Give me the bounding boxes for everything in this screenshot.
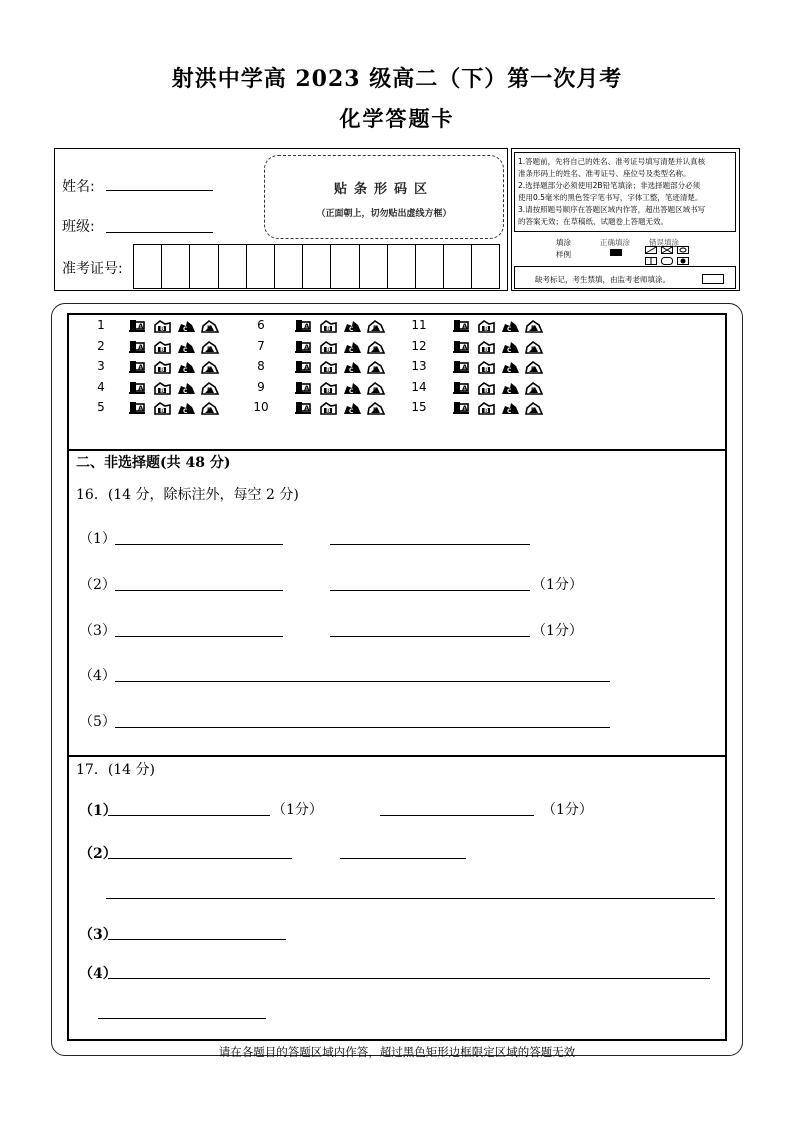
mcq-option-c-icon[interactable] — [501, 319, 521, 333]
mcq-number: 13 — [411, 359, 427, 373]
mcq-option-a-icon[interactable] — [294, 381, 314, 395]
q16-title: 16．(14 分，除标注外，每空 2 分) — [76, 487, 299, 503]
mcq-number: 8 — [257, 359, 265, 373]
mcq-option-c-icon[interactable] — [343, 381, 363, 395]
mcq-option-d-icon[interactable] — [366, 381, 386, 395]
mcq-option-d-icon[interactable] — [524, 401, 544, 415]
q17-part3-blank[interactable] — [108, 939, 286, 940]
id-cell[interactable] — [472, 244, 500, 289]
mcq-option-c-icon[interactable] — [343, 401, 363, 415]
mcq-number: 3 — [97, 359, 105, 373]
id-cell[interactable] — [444, 244, 472, 289]
class-label: 班级: — [62, 219, 95, 235]
id-cell[interactable] — [134, 244, 162, 289]
q17-part1-score-a: （1分） — [272, 802, 323, 818]
mcq-number: 5 — [97, 400, 105, 414]
mcq-option-a-icon[interactable] — [452, 360, 472, 374]
mcq-number: 2 — [97, 338, 105, 353]
mcq-option-d-icon[interactable] — [200, 340, 220, 354]
mcq-number: 11 — [411, 318, 427, 332]
q16-part4-label: （4） — [79, 668, 116, 684]
mcq-number: 6 — [257, 318, 265, 332]
mcq-option-c-icon[interactable] — [177, 360, 197, 374]
note-line: 准条形码上的姓名、准考证号、座位号及类型名称。 — [518, 169, 691, 178]
answer-area — [67, 313, 727, 1041]
id-cell[interactable] — [331, 244, 359, 289]
mcq-option-b-icon[interactable] — [477, 360, 497, 374]
id-cell[interactable] — [247, 244, 275, 289]
mcq-option-c-icon[interactable] — [177, 340, 197, 354]
mcq-option-d-icon[interactable] — [524, 319, 544, 333]
id-cell[interactable] — [219, 244, 247, 289]
mcq-option-a-icon[interactable] — [452, 381, 472, 395]
wrong-fill-oval-icon — [661, 257, 673, 265]
mcq-option-a-icon[interactable] — [452, 319, 472, 333]
mcq-option-d-icon[interactable] — [200, 319, 220, 333]
q16-part3-label: （3） — [79, 623, 116, 639]
barcode-note: （正面朝上，切勿贴出虚线方框） — [316, 209, 452, 219]
mcq-option-c-icon[interactable] — [343, 360, 363, 374]
mcq-option-c-icon[interactable] — [501, 381, 521, 395]
page-title: 射洪中学高 2023 级高二（下）第一次月考 — [171, 66, 623, 92]
mcq-option-d-icon[interactable] — [524, 381, 544, 395]
mcq-option-b-icon[interactable] — [477, 319, 497, 333]
mcq-option-a-icon[interactable] — [128, 360, 148, 374]
mcq-number: 12 — [411, 338, 427, 353]
mcq-option-d-icon[interactable] — [524, 340, 544, 354]
mcq-option-c-icon[interactable] — [177, 319, 197, 333]
wrong-fill-samples-row2 — [645, 257, 689, 265]
divider-mcq — [67, 449, 727, 451]
mcq-option-b-icon[interactable] — [153, 401, 173, 415]
q16-part1-blank-a[interactable] — [115, 544, 283, 545]
mcq-option-c-icon[interactable] — [501, 360, 521, 374]
mcq-option-b-icon[interactable] — [477, 381, 497, 395]
q17-part2-blank-a[interactable] — [108, 858, 292, 859]
mcq-option-b-icon[interactable] — [319, 360, 339, 374]
q17-part2-blank-c[interactable] — [106, 898, 715, 899]
example-label: 样例 — [556, 250, 571, 259]
mcq-option-d-icon[interactable] — [366, 319, 386, 333]
q17-part1-label: （1） — [79, 803, 117, 819]
mcq-option-d-icon[interactable] — [366, 340, 386, 354]
mcq-option-b-icon[interactable] — [477, 340, 497, 354]
mcq-number: 9 — [257, 379, 265, 394]
q16-part1-label: （1） — [79, 531, 116, 547]
wrong-fill-slash-icon — [645, 246, 657, 254]
mcq-option-c-icon[interactable] — [501, 340, 521, 354]
mcq-number: 10 — [253, 400, 269, 414]
mcq-option-b-icon[interactable] — [153, 381, 173, 395]
q16-part1-blank-b[interactable] — [330, 544, 530, 545]
mcq-option-c-icon[interactable] — [177, 381, 197, 395]
barcode-title: 贴条形码区 — [333, 182, 434, 197]
note-line: 使用0.5毫米的黑色签字笔书写，字体工整，笔迹清楚。 — [518, 193, 703, 202]
mcq-option-b-icon[interactable] — [477, 401, 497, 415]
mcq-option-c-icon[interactable] — [343, 340, 363, 354]
q16-part4-blank[interactable] — [115, 681, 610, 682]
mcq-number: 4 — [97, 379, 105, 394]
mcq-option-a-icon[interactable] — [294, 340, 314, 354]
q17-part2-blank-b[interactable] — [340, 858, 466, 859]
q16-part2-blank-a[interactable] — [115, 590, 283, 591]
q16-part5-blank[interactable] — [115, 727, 610, 728]
q17-title: 17．(14 分) — [76, 762, 156, 778]
barcode-area — [264, 155, 504, 239]
mcq-option-d-icon[interactable] — [366, 401, 386, 415]
id-cell[interactable] — [388, 244, 416, 289]
mcq-option-a-icon[interactable] — [128, 340, 148, 354]
mcq-number: 14 — [411, 379, 427, 394]
absent-mark-box — [514, 266, 736, 289]
name-field[interactable] — [106, 190, 213, 191]
id-cell[interactable] — [360, 244, 388, 289]
mcq-option-a-icon[interactable] — [452, 340, 472, 354]
mcq-option-b-icon[interactable] — [153, 340, 173, 354]
wrong-fill-cross-icon — [661, 246, 673, 254]
mcq-option-d-icon[interactable] — [200, 401, 220, 415]
absent-mark-checkbox[interactable] — [702, 274, 724, 284]
id-cell[interactable] — [162, 244, 190, 289]
page-subtitle: 化学答题卡 — [339, 106, 455, 131]
id-cell[interactable] — [416, 244, 444, 289]
footer-note: 请在各题目的答题区域内作答，超过黑色矩形边框限定区域的答题无效 — [218, 1045, 576, 1059]
correct-fill-sample — [610, 249, 622, 256]
notes-instructions — [514, 152, 736, 232]
q17-part1-score-b: （1分） — [542, 802, 593, 818]
absent-mark-text: 缺考标记，考生禁填，由监考老师填涂。 — [535, 275, 670, 284]
id-cell[interactable] — [275, 244, 303, 289]
mcq-option-b-icon[interactable] — [153, 360, 173, 374]
mcq-option-a-icon[interactable] — [294, 360, 314, 374]
mcq-number: 7 — [257, 338, 265, 353]
wrong-fill-dot-icon — [677, 257, 689, 265]
note-line: 的答案无效；在草稿纸、试题卷上答题无效。 — [518, 217, 668, 226]
wrong-fill-circle-icon — [677, 246, 689, 254]
q17-part4-blank-a[interactable] — [108, 978, 710, 979]
q16-part2-blank-b[interactable] — [330, 590, 530, 591]
wrong-fill-samples-row1 — [645, 246, 689, 254]
mcq-option-b-icon[interactable] — [319, 319, 339, 333]
mcq-number: 1 — [97, 318, 105, 332]
mcq-option-a-icon[interactable] — [294, 319, 314, 333]
fill-label: 填涂 — [556, 238, 571, 247]
mcq-option-d-icon[interactable] — [366, 360, 386, 374]
mcq-option-c-icon[interactable] — [343, 319, 363, 333]
q16-part3-blank-b[interactable] — [330, 636, 530, 637]
mcq-option-a-icon[interactable] — [128, 401, 148, 415]
q16-part2-score: （1分） — [532, 577, 583, 593]
id-cell[interactable] — [303, 244, 331, 289]
q17-part1-blank-b[interactable] — [380, 815, 534, 816]
q16-part2-label: （2） — [79, 577, 116, 593]
id-label: 准考证号: — [62, 261, 123, 277]
divider-q17 — [67, 755, 727, 757]
section2-title: 二、非选择题(共 48 分) — [76, 455, 231, 471]
mcq-option-b-icon[interactable] — [319, 381, 339, 395]
mcq-option-c-icon[interactable] — [501, 401, 521, 415]
mcq-option-a-icon[interactable] — [452, 401, 472, 415]
wrong-fill-label: 错误填涂 — [649, 238, 679, 247]
wrong-fill-half-icon — [645, 257, 657, 265]
id-cell[interactable] — [190, 244, 218, 289]
q17-part1-blank-a[interactable] — [108, 815, 270, 816]
q17-part4-blank-b[interactable] — [98, 1018, 266, 1019]
q16-part3-score: （1分） — [532, 623, 583, 639]
name-label: 姓名: — [62, 179, 95, 195]
mcq-option-d-icon[interactable] — [200, 381, 220, 395]
note-line: 1.答题前，先将自己的姓名、准考证号填写清楚并认真核 — [518, 157, 706, 166]
mcq-option-b-icon[interactable] — [153, 319, 173, 333]
q17-part3-label: （3） — [79, 927, 117, 943]
mcq-option-c-icon[interactable] — [177, 401, 197, 415]
correct-fill-label: 正确填涂 — [600, 238, 630, 247]
mcq-option-a-icon[interactable] — [128, 381, 148, 395]
mcq-option-a-icon[interactable] — [294, 401, 314, 415]
q16-part3-blank-a[interactable] — [115, 636, 283, 637]
class-field[interactable] — [106, 232, 213, 233]
note-line: 3.请按照题号顺序在答题区域内作答，超出答题区域书写 — [518, 205, 706, 214]
note-line: 2.选择题部分必须使用2B铅笔填涂；非选择题部分必须 — [518, 181, 701, 190]
q16-part5-label: （5） — [79, 714, 116, 730]
mcq-number: 15 — [411, 400, 427, 414]
mcq-option-b-icon[interactable] — [319, 401, 339, 415]
exam-id-grid[interactable] — [133, 244, 500, 289]
mcq-option-d-icon[interactable] — [200, 360, 220, 374]
mcq-option-b-icon[interactable] — [319, 340, 339, 354]
q17-part4-label: （4） — [79, 966, 117, 982]
mcq-option-d-icon[interactable] — [524, 360, 544, 374]
q17-part2-label: （2） — [79, 846, 117, 862]
mcq-option-a-icon[interactable] — [128, 319, 148, 333]
